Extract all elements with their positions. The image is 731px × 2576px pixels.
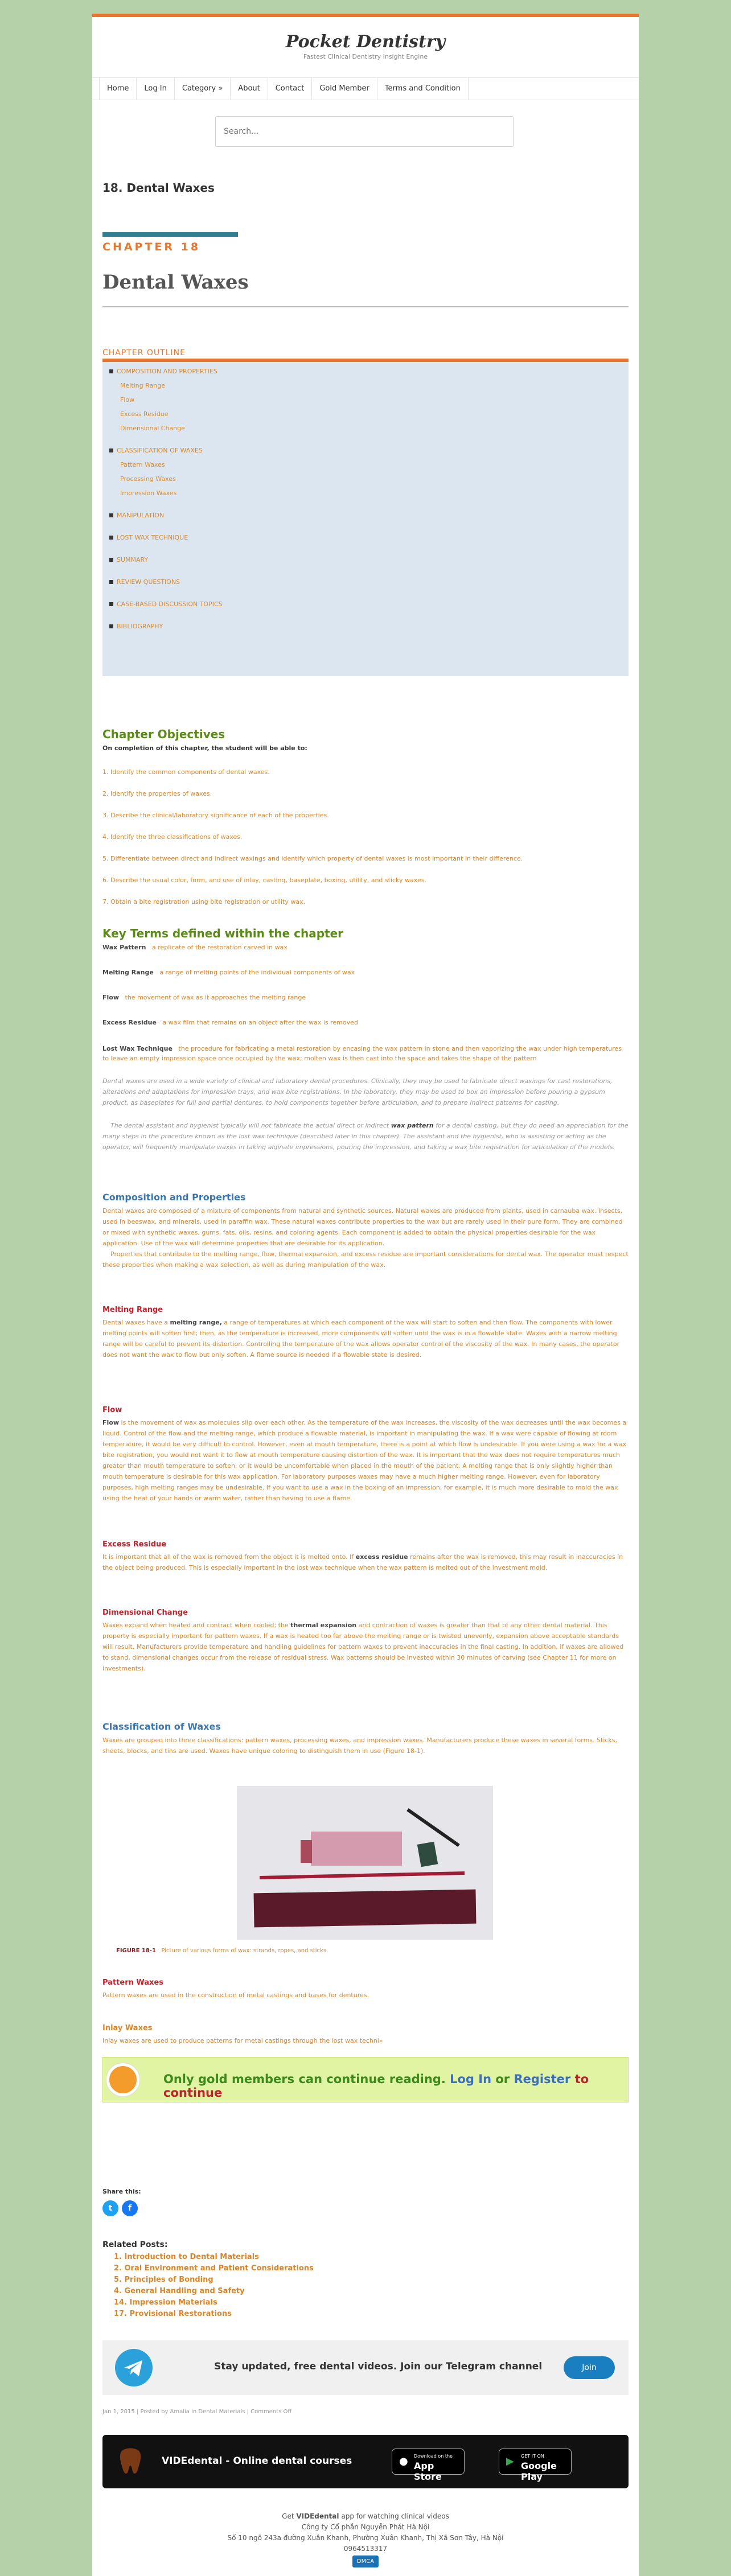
melting-heading: Melting Range bbox=[102, 1306, 163, 1314]
post-meta: Jan 1, 2015 | Posted by Amalia in Dental Materials | Comments Off bbox=[102, 2409, 292, 2415]
nav-terms[interactable]: Terms and Condition bbox=[377, 78, 469, 100]
dmca-badge[interactable]: DMCA bbox=[352, 2556, 379, 2567]
composition-paragraph: Dental waxes are composed of a mixture of components from natural and synthetic sources. Natural waxes are produced from plants, used in carnauba wax. Insects, used in beeswax, and minerals, used in paraffin wax. These natural waxes contribute properties to the wax but are rarely used in their pure form. They are combined or mixed with synthetic waxes, gums, fats, oils, resins, and coloring agents. Each component is added to obtain the physical properties desirable for the wax application. Use of the wax will determine properties that are desirable for its application. bbox=[102, 1207, 623, 1247]
outline-item[interactable]: BIBLIOGRAPHY bbox=[109, 623, 622, 637]
app-banner-text: VIDEdental - Online dental courses bbox=[162, 2455, 352, 2467]
related-heading: Related Posts: bbox=[102, 2240, 168, 2249]
outline-item[interactable]: Impression Waxes bbox=[120, 489, 177, 497]
share-label: Share this: bbox=[102, 2188, 141, 2195]
wax-forms-illustration bbox=[237, 1786, 493, 1940]
outline-item[interactable]: SUMMARY bbox=[109, 556, 622, 570]
outline-item[interactable]: CASE-BASED DISCUSSION TOPICS bbox=[109, 600, 622, 615]
google-play-icon: ▶ bbox=[506, 2455, 514, 2467]
chapter-bar bbox=[102, 232, 238, 237]
outline-item[interactable]: Flow bbox=[120, 396, 135, 404]
figure-image bbox=[237, 1786, 493, 1940]
objective-item: 3. Describe the clinical/laboratory significance of each of the properties. bbox=[102, 812, 329, 819]
pattern-heading: Pattern Waxes bbox=[102, 1978, 163, 1987]
related-item[interactable]: 4. General Handling and Safety bbox=[114, 2287, 245, 2295]
nav-category[interactable]: Category » bbox=[174, 78, 230, 100]
site-logo[interactable]: Pocket Dentistry bbox=[285, 32, 446, 52]
outline-item[interactable]: Excess Residue bbox=[120, 410, 169, 418]
related-item[interactable]: 1. Introduction to Dental Materials bbox=[114, 2253, 259, 2261]
outline-item[interactable]: Processing Waxes bbox=[120, 475, 176, 483]
nav-login[interactable]: Log In bbox=[136, 78, 174, 100]
inlay-paragraph: Inlay waxes are used to produce patterns for metal castings through the lost wax techni» bbox=[102, 2037, 383, 2044]
keyterms-heading: Key Terms defined within the chapter bbox=[102, 927, 344, 940]
telegram-text: Stay updated, free dental videos. Join our Telegram channel bbox=[214, 2361, 543, 2372]
outline-item[interactable]: Dimensional Change bbox=[120, 425, 185, 432]
keyterm: Excess Residue a wax film that remains on an object after the wax is removed bbox=[102, 1019, 358, 1026]
search-input[interactable] bbox=[215, 116, 514, 147]
related-list bbox=[114, 2252, 314, 2320]
flow-paragraph: Flow is the movement of wax as molecules slip over each other. As the temperature of the wax increases, the viscosity of the wax decreases until the wax becomes a liquid. Control of the flow and the melting range, which produce a flowable material, is important in manipulating the wax. If a wax were capable of flowing at room temperature, it would be very difficult to control. However, even at mouth temperature, there is a point at which flow is undesirable. If you were using a wax for a wax bite registration, you would not want it to flow at mouth temperature causing distortion of the wax. It is important that the wax does not require temperatures much greater than mouth temperature to soften, or it would be uncomfortable when placed in the mouth of the patient. A melting range that is only slightly higher than mouth temperature is desirable for this wax application. For laboratory purposes waxes may have a much higher melting range. However, even for laboratory purposes, high melting ranges may be undesirable. If you want to use a wax in the boxing of an impression, for example, it is much more desirable to mold the wax using the heat of your hands or warm water, rather than having to use a flame. bbox=[102, 1419, 627, 1502]
site-footer bbox=[102, 2511, 629, 2567]
residue-heading: Excess Residue bbox=[102, 1540, 167, 1549]
objective-item: 1. Identify the common components of dental waxes. bbox=[102, 768, 270, 776]
gold-register-link[interactable]: Register bbox=[514, 2072, 571, 2086]
nav-about[interactable]: About bbox=[230, 78, 267, 100]
site-header bbox=[92, 17, 639, 76]
outline-item[interactable]: COMPOSITION AND PROPERTIES bbox=[109, 368, 622, 382]
objectives-intro: On completion of this chapter, the student will be able to: bbox=[102, 744, 307, 752]
objective-item: 5. Differentiate between direct and indirect waxings and identify which property of dental waxes is most important in their difference. bbox=[102, 855, 523, 862]
outline-item[interactable]: LOST WAX TECHNIQUE bbox=[109, 534, 622, 548]
residue-paragraph: It is important that all of the wax is removed from the object it is melted onto. If excess residue remains after the wax is removed, this may result in inaccuracies in the object being produced. This is especially important in the lost wax technique when the wax pattern is melted out of the investment mold. bbox=[102, 1553, 623, 1571]
twitter-share-icon[interactable]: t bbox=[102, 2200, 118, 2216]
footer-address: Số 10 ngõ 243a đường Xuân Khanh, Phường Xuân Khanh, Thị Xã Sơn Tây, Hà Nội bbox=[227, 2534, 504, 2542]
chapter-title: Dental Waxes bbox=[102, 271, 249, 294]
tooth-logo-icon bbox=[112, 2443, 149, 2480]
keyterm: Lost Wax Technique the procedure for fabricating a metal restoration by encasing the wax pattern in stone and then vaporizing the wax under high temperatures to leave an empty impression space once occupied by the wax; molten wax is then cast into the space and takes the shape of the pattern bbox=[102, 1045, 622, 1062]
site-tagline: Fastest Clinical Dentistry Insight Engine bbox=[303, 53, 428, 60]
telegram-icon bbox=[115, 2349, 153, 2386]
classification-paragraph: Waxes are grouped into three classifications: pattern waxes, processing waxes, and impression waxes. Manufacturers produce these waxes in several forms. Sticks, sheets, blocks, and tins are used. Waxes have unique coloring to distinguish them in use (Figure 18-1). bbox=[102, 1736, 618, 1755]
objective-item: 7. Obtain a bite registration using bite registration or utility wax. bbox=[102, 898, 306, 906]
page-container bbox=[92, 14, 639, 2576]
inlay-heading: Inlay Waxes bbox=[102, 2024, 153, 2032]
app-store-button[interactable]: ● Download on the App Store bbox=[392, 2449, 465, 2475]
gold-notice-text: Only gold members can continue reading. Log In or Register to continue bbox=[163, 2072, 589, 2100]
objective-item: 2. Identify the properties of waxes. bbox=[102, 790, 212, 797]
nav-contact[interactable]: Contact bbox=[268, 78, 312, 100]
footer-company: Công ty Cổ phần Nguyễn Phát Hà Nội bbox=[301, 2523, 430, 2531]
apple-icon: ● bbox=[399, 2455, 408, 2467]
footer-app-line: Get VIDEdental app for watching clinical videos bbox=[282, 2512, 449, 2520]
pattern-paragraph: Pattern waxes are used in the construction of metal castings and bases for dentures. bbox=[102, 1991, 369, 1999]
objective-item: 4. Identify the three classifications of waxes. bbox=[102, 833, 243, 841]
composition-heading: Composition and Properties bbox=[102, 1192, 246, 1203]
classification-heading: Classification of Waxes bbox=[102, 1721, 221, 1732]
google-play-button[interactable]: ▶ GET IT ON Google Play bbox=[499, 2449, 572, 2475]
telegram-join-button[interactable]: Join bbox=[564, 2356, 615, 2379]
chapter-outline bbox=[102, 359, 629, 676]
outline-item[interactable]: REVIEW QUESTIONS bbox=[109, 578, 622, 592]
chapter-label: CHAPTER 18 bbox=[102, 241, 201, 253]
related-item[interactable]: 17. Provisional Restorations bbox=[114, 2310, 232, 2318]
flow-heading: Flow bbox=[102, 1406, 122, 1414]
app-banner bbox=[102, 2435, 629, 2488]
nav-home[interactable]: Home bbox=[99, 78, 136, 100]
keyterm: Wax Pattern a replicate of the restoration carved in wax bbox=[102, 944, 288, 951]
gold-login-link[interactable]: Log In bbox=[450, 2072, 492, 2086]
related-item[interactable]: 2. Oral Environment and Patient Considerations bbox=[114, 2264, 314, 2273]
keyterm: Melting Range a range of melting points of the individual components of wax bbox=[102, 969, 355, 976]
outline-heading: CHAPTER OUTLINE bbox=[102, 348, 186, 357]
related-item[interactable]: 5. Principles of Bonding bbox=[114, 2275, 213, 2284]
page-title: 18. Dental Waxes bbox=[102, 181, 215, 195]
facebook-share-icon[interactable]: f bbox=[122, 2200, 138, 2216]
intro-paragraph: Dental waxes are used in a wide variety of clinical and laboratory dental procedures. Clinically, they may be used to fabricate direct waxings for cast restorations, alterations and adaptations for impression trays, and wax bite registrations. In the laboratory, they may be used to box an impression before pouring a gypsum product, as baseplates for full and partial dentures, to hold components together before articulation, and to prepare indirect patterns for casting. bbox=[102, 1077, 613, 1106]
title-divider bbox=[102, 306, 629, 307]
keyterm: Flow the movement of wax as it approaches the melting range bbox=[102, 994, 306, 1001]
telegram-banner bbox=[102, 2340, 629, 2395]
nav-gold-member[interactable]: Gold Member bbox=[311, 78, 377, 100]
outline-item[interactable]: CLASSIFICATION OF WAXES bbox=[109, 447, 622, 461]
dimensional-heading: Dimensional Change bbox=[102, 1608, 188, 1617]
outline-item[interactable]: Pattern Waxes bbox=[120, 461, 165, 468]
composition-paragraph-2: Properties that contribute to the melting range, flow, thermal expansion, and excess residue are important considerations for dental wax. The operator must respect these properties when making a wax selection, as well as during manipulation of the wax. bbox=[102, 1250, 629, 1269]
main-nav bbox=[92, 77, 639, 100]
gold-member-notice bbox=[102, 2057, 629, 2102]
melting-paragraph: Dental waxes have a melting range, a range of temperatures at which each component of the wax will start to soften and then flow. The components with lower melting points will soften first; then, as the temperature is increased, more components will soften until the wax is in a flowable state. Waxes with a narrow melting range will be careful to prevent its distortion. Controlling the temperature of the wax allows operator control of the viscosity of the wax. In many cases, the operator does not want the wax to flow but only soften. A flame source is needed if a flowable state is desired. bbox=[102, 1319, 620, 1359]
outline-item[interactable]: Melting Range bbox=[120, 382, 165, 389]
related-item[interactable]: 14. Impression Materials bbox=[114, 2298, 217, 2307]
objectives-heading: Chapter Objectives bbox=[102, 727, 225, 741]
gold-coin-icon bbox=[106, 2063, 139, 2096]
objective-item: 6. Describe the usual color, form, and use of inlay, casting, baseplate, boxing, utility, and sticky waxes. bbox=[102, 877, 426, 884]
footer-phone: 0964513317 bbox=[343, 2545, 388, 2553]
outline-item[interactable]: MANIPULATION bbox=[109, 512, 622, 526]
dimensional-paragraph: Waxes expand when heated and contract when cooled; the thermal expansion and contraction of waxes is greater than that of any other dental material. This property is especially important for pattern waxes. If a wax is heated too far above the melting range or is twisted unevenly, expansion above acceptable standards will result. Manufacturers provide temperature and handling guidelines for pattern waxes to prevent inaccuracies in the final casting. In addition, if waxes are allowed to stand, dimensional changes occur from the release of residual stress. Wax patterns should be invested within 30 minutes of carving (see Chapter 11 for more on investments). bbox=[102, 1622, 624, 1672]
figure-caption: FIGURE 18-1 Picture of various forms of wax: strands, ropes, and sticks. bbox=[116, 1948, 328, 1954]
intro-paragraph-2: The dental assistant and hygienist typically will not fabricate the actual direct or indirect wax pattern for a dental casting, but they do need an appreciation for the many steps in the procedure known as the lost wax technique (described later in this chapter). The assistant and the hygienist, who is assisting or acting as the operator, will frequently manipulate waxes in taking alginate impressions, pouring the impression, and taking a wax bite registration for articulation of the models. bbox=[102, 1122, 629, 1151]
